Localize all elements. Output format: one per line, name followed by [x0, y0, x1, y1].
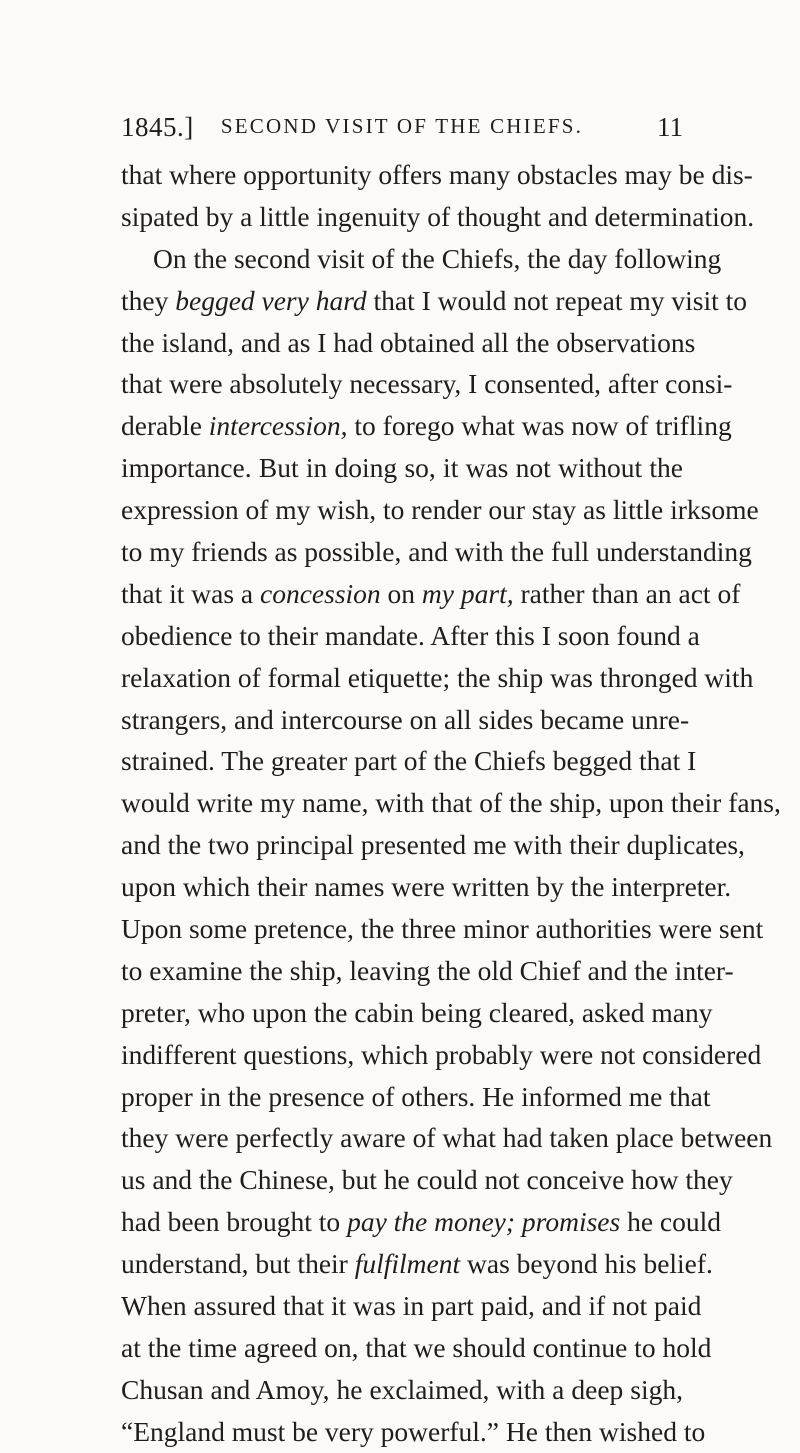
- italic-text: fulfilment: [354, 1248, 461, 1280]
- text-line: [121, 196, 755, 238]
- text-line: [121, 908, 764, 950]
- text-segment: relaxation of formal etiquette; the ship was thronged with: [121, 661, 754, 693]
- italic-text: begged very hard: [175, 284, 367, 316]
- text-segment: importance. But in doing so, it was not without the: [121, 452, 683, 484]
- text-segment: they were perfectly aware of what had taken place between: [121, 1122, 773, 1154]
- text-segment: When assured that it was in part paid, and if not paid: [121, 1290, 702, 1322]
- text-segment: to forego what was now of trifling: [347, 410, 732, 442]
- text-segment: had been brought to: [121, 1206, 348, 1238]
- text-line: [121, 238, 722, 280]
- text-line: [121, 950, 734, 992]
- body-text: [121, 154, 781, 1453]
- text-line: [121, 1076, 711, 1118]
- running-head-title: SECOND VISIT OF THE CHIEFS.: [220, 114, 584, 138]
- text-line: [121, 405, 732, 447]
- text-segment: at the time agreed on, that we should continue to hold: [121, 1331, 712, 1363]
- text-segment: Chusan and Amoy, he exclaimed, with a deep sigh,: [121, 1373, 683, 1405]
- text-segment: “England must be very powerful.” He then wished to: [121, 1415, 706, 1447]
- text-line: [121, 1327, 712, 1369]
- running-head: [121, 112, 683, 152]
- text-line: [121, 363, 733, 405]
- text-segment: they: [121, 284, 176, 316]
- text-segment: proper in the presence of others. He informed me that: [121, 1080, 711, 1112]
- text-line: [121, 1034, 762, 1076]
- text-line: [121, 615, 700, 657]
- text-line: [121, 489, 759, 531]
- text-segment: would write my name, with that of the ship, upon their fans,: [121, 787, 781, 819]
- text-line: [121, 1243, 713, 1285]
- text-line: [121, 280, 748, 322]
- text-segment: expression of my wish, to render our stay as little irksome: [121, 494, 759, 526]
- text-line: [121, 1117, 773, 1159]
- text-segment: obedience to their mandate. After this I soon found a: [121, 619, 700, 651]
- text-segment: that were absolutely necessary, I consented, after consi-: [121, 368, 733, 400]
- text-line: [121, 447, 683, 489]
- text-line: [121, 866, 732, 908]
- text-line: [121, 1201, 722, 1243]
- text-segment: derable: [121, 410, 209, 442]
- text-line: [121, 1411, 706, 1453]
- text-segment: to examine the ship, leaving the old Chief and the inter-: [121, 954, 734, 986]
- text-segment: understand, but their: [121, 1248, 355, 1280]
- text-segment: on: [380, 577, 422, 609]
- italic-text: my part,: [421, 577, 514, 609]
- text-line: [121, 573, 741, 615]
- text-segment: that I would not repeat my visit to: [366, 284, 748, 316]
- text-line: [121, 1285, 702, 1327]
- text-line: [121, 657, 754, 699]
- page-number: 11: [657, 112, 683, 142]
- italic-text: concession: [260, 577, 381, 609]
- text-line: [121, 782, 781, 824]
- text-segment: preter, who upon the cabin being cleared, asked many: [121, 996, 713, 1028]
- text-line: [121, 740, 697, 782]
- text-segment: rather than an act of: [513, 577, 741, 609]
- italic-text: intercession,: [208, 410, 348, 442]
- italic-text: pay the money; promises: [347, 1206, 621, 1238]
- text-line: [121, 154, 753, 196]
- text-segment: us and the Chinese, but he could not conceive how they: [121, 1164, 733, 1196]
- running-head-year: 1845.]: [121, 112, 194, 142]
- text-line: [121, 322, 696, 364]
- text-segment: strangers, and intercourse on all sides became unre-: [121, 703, 690, 735]
- text-line: [121, 824, 745, 866]
- text-segment: Upon some pretence, the three minor authorities were sent: [121, 913, 764, 945]
- text-segment: sipated by a little ingenuity of thought and determination.: [121, 200, 755, 232]
- text-segment: was beyond his belief.: [460, 1248, 713, 1280]
- text-segment: indifferent questions, which probably were not considered: [121, 1038, 762, 1070]
- text-segment: upon which their names were written by the interpreter.: [121, 871, 732, 903]
- text-segment: strained. The greater part of the Chiefs begged that I: [121, 745, 697, 777]
- text-segment: On the second visit of the Chiefs, the day following: [153, 242, 722, 274]
- text-segment: he could: [620, 1206, 722, 1238]
- text-segment: the island, and as I had obtained all the observations: [121, 326, 696, 358]
- text-line: [121, 992, 713, 1034]
- text-segment: to my friends as possible, and with the full understanding: [121, 536, 752, 568]
- text-segment: that where opportunity offers many obstacles may be dis-: [121, 159, 753, 190]
- text-line: [121, 1369, 683, 1411]
- text-line: [121, 699, 690, 741]
- text-line: [121, 531, 752, 573]
- text-segment: that it was a: [121, 577, 260, 609]
- text-segment: and the two principal presented me with their duplicates,: [121, 829, 745, 861]
- text-line: [121, 1159, 733, 1201]
